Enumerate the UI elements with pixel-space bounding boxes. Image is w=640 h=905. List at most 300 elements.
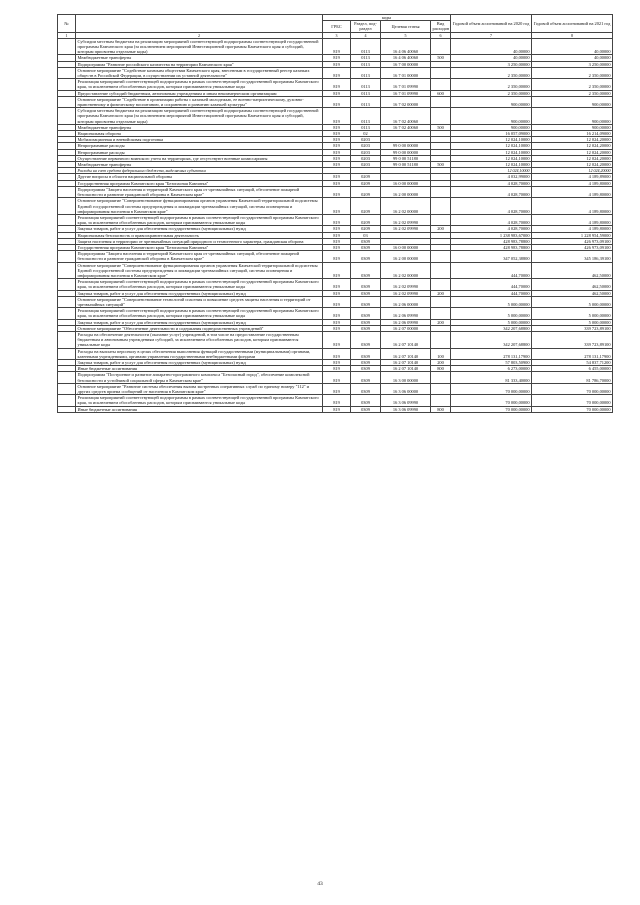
col-number: 3: [323, 32, 351, 38]
cell-grbs: 819: [323, 359, 351, 365]
cell-number: [58, 406, 76, 412]
cell-amount-2021: 40,00000: [532, 38, 613, 55]
cell-amount-2020: 428 983,78800: [451, 244, 532, 250]
cell-celevaya: 16 2 07 10140: [381, 331, 431, 348]
cell-celevaya: 16 3 06 00000: [381, 383, 431, 394]
table-row: [58, 308, 613, 319]
cell-celevaya: 16 7 00 00000: [381, 61, 431, 67]
cell-razdel: 0113: [351, 108, 381, 125]
cell-amount-2020: 4 028,70000: [451, 198, 532, 215]
cell-name: Государственная программа Камчатского края "Безопасная Камчатка": [76, 244, 323, 250]
cell-vid: [431, 67, 451, 78]
cell-celevaya: 16 2 02 09990: [381, 279, 431, 290]
cell-name: Иные бюджетные ассигнования: [76, 366, 323, 372]
cell-celevaya: 16 3 00 00000: [381, 372, 431, 383]
cell-vid: [431, 198, 451, 215]
cell-amount-2020: 444,70000: [451, 262, 532, 279]
cell-name: Осуществление первичного воинского учета на территориях, где отсутствуют военные комиссариаты: [76, 155, 323, 161]
cell-razdel: 0309: [351, 238, 381, 244]
cell-vid: [431, 296, 451, 307]
budget-table: [57, 14, 613, 413]
table-row: [58, 296, 613, 307]
cell-grbs: 819: [323, 96, 351, 107]
cell-celevaya: 16 0 00 00000: [381, 180, 431, 186]
cell-amount-2020: 57 803,50900: [451, 359, 532, 365]
cell-name: Мобилизационная и вневойсковая подготовка: [76, 137, 323, 143]
cell-number: [58, 383, 76, 394]
cell-grbs: 819: [323, 383, 351, 394]
cell-amount-2021: 12 024,20000: [532, 168, 613, 174]
cell-amount-2020: 278 131,17900: [451, 348, 532, 359]
cell-amount-2020: 2 350,00000: [451, 79, 532, 90]
cell-name: Другие вопросы в области национальной обороны: [76, 174, 323, 180]
table-row: [58, 198, 613, 215]
cell-grbs: 819: [323, 38, 351, 55]
cell-grbs: 819: [323, 155, 351, 161]
table-row: [58, 348, 613, 359]
cell-amount-2021: 12 024,20000: [532, 149, 613, 155]
cell-amount-2021: 900,00000: [532, 108, 613, 125]
cell-amount-2020: 5 000,00000: [451, 296, 532, 307]
table-row: [58, 319, 613, 325]
cell-celevaya: 16 2 07 10140: [381, 366, 431, 372]
cell-grbs: 819: [323, 137, 351, 143]
cell-amount-2020: 6 273,00000: [451, 366, 532, 372]
cell-amount-2021: 70 000,00000: [532, 383, 613, 394]
col-number: 7: [451, 32, 532, 38]
cell-name: Государственная программа Камчатского края "Безопасная Камчатка": [76, 180, 323, 186]
cell-number: [58, 308, 76, 319]
table-row: [58, 38, 613, 55]
cell-vid: [431, 395, 451, 406]
cell-name: Основное мероприятие "Обеспечение деятельности и содержания подведомственных учреждений": [76, 325, 323, 331]
table-body: [58, 38, 613, 412]
cell-number: [58, 279, 76, 290]
cell-vid: 800: [431, 406, 451, 412]
cell-name: Межбюджетные трансферты: [76, 162, 323, 168]
table-row: [58, 325, 613, 331]
cell-grbs: 819: [323, 214, 351, 225]
cell-name: Закупка товаров, работ и услуг для обеспечения государственных (муниципальных) нужд: [76, 359, 323, 365]
cell-razdel: 0203: [351, 162, 381, 168]
cell-number: [58, 348, 76, 359]
cell-amount-2020: 12 024,10000: [451, 168, 532, 174]
cell-razdel: 0203: [351, 137, 381, 143]
cell-razdel: 0309: [351, 383, 381, 394]
cell-amount-2021: 81 786,70000: [532, 372, 613, 383]
cell-number: [58, 262, 76, 279]
cell-razdel: 0113: [351, 61, 381, 67]
cell-razdel: 0309: [351, 279, 381, 290]
cell-amount-2021: 462,50000: [532, 262, 613, 279]
cell-razdel: 0113: [351, 124, 381, 130]
cell-razdel: 0203: [351, 143, 381, 149]
table-row: [58, 174, 613, 180]
header-codes: коды: [323, 15, 451, 21]
cell-amount-2020: 16 057,09000: [451, 131, 532, 137]
table-row: [58, 383, 613, 394]
cell-name: Закупка товаров, работ и услуг для обеспечения государственных (муниципальных) нужд: [76, 226, 323, 232]
cell-celevaya: 16 7 01 09990: [381, 90, 431, 96]
cell-grbs: 819: [323, 186, 351, 197]
cell-number: [58, 38, 76, 55]
cell-celevaya: 16 0 00 00000: [381, 244, 431, 250]
cell-amount-2021: 70 000,00000: [532, 395, 613, 406]
cell-vid: 200: [431, 226, 451, 232]
cell-amount-2020: 4 028,70000: [451, 226, 532, 232]
cell-amount-2021: 4 189,80000: [532, 226, 613, 232]
cell-razdel: 0309: [351, 296, 381, 307]
cell-vid: [431, 251, 451, 262]
cell-amount-2021: 2 350,00000: [532, 79, 613, 90]
table-row: [58, 372, 613, 383]
cell-razdel: 0209: [351, 214, 381, 225]
col-number: 2: [76, 32, 323, 38]
cell-amount-2020: 900,00000: [451, 124, 532, 130]
cell-razdel: 0309: [351, 331, 381, 348]
cell-razdel: 0209: [351, 180, 381, 186]
cell-amount-2020: 900,00000: [451, 96, 532, 107]
cell-vid: 200: [431, 319, 451, 325]
cell-amount-2020: 70 000,00000: [451, 406, 532, 412]
cell-amount-2020: 4 028,70000: [451, 214, 532, 225]
cell-vid: [431, 262, 451, 279]
cell-razdel: 0309: [351, 348, 381, 359]
cell-name: Основное мероприятие "Совершенствование функционирования органов управления Камчатской территориальной подсистемы Единой государственной системы предупреждения и ликвидации чрезвычайных ситуаций, системы оповещения и информирования населения в Камчатском крае": [76, 262, 323, 279]
cell-razdel: 0309: [351, 395, 381, 406]
cell-name: Межбюджетные трансферты: [76, 55, 323, 61]
cell-celevaya: 16 2 06 00000: [381, 296, 431, 307]
cell-vid: [431, 372, 451, 383]
cell-grbs: 819: [323, 162, 351, 168]
cell-razdel: 0309: [351, 372, 381, 383]
cell-grbs: 819: [323, 238, 351, 244]
cell-amount-2021: 54 837,71200: [532, 359, 613, 365]
cell-grbs: 819: [323, 290, 351, 296]
cell-razdel: 0113: [351, 67, 381, 78]
cell-razdel: 0309: [351, 290, 381, 296]
cell-amount-2021: 40,00000: [532, 55, 613, 61]
cell-name: Непрограммные расходы: [76, 143, 323, 149]
cell-grbs: 819: [323, 143, 351, 149]
cell-amount-2020: 4 032,99000: [451, 174, 532, 180]
table-row: [58, 359, 613, 365]
cell-razdel: 0203: [351, 155, 381, 161]
cell-number: [58, 96, 76, 107]
header-no: №: [58, 15, 76, 33]
cell-vid: [431, 186, 451, 197]
table-row: [58, 96, 613, 107]
cell-celevaya: 99 0 00 51180: [381, 162, 431, 168]
cell-celevaya: 16 7 01 09990: [381, 79, 431, 90]
budget-table-sheet: [57, 14, 612, 413]
table-row: [58, 137, 613, 143]
cell-razdel: 0309: [351, 406, 381, 412]
cell-name: Субсидии местным бюджетам на реализацию мероприятий соответствующей подпрограммы соответствующей государственной программы Камчатского края (за исключением мероприятий Инвестиционной программы Камчатского края и субсидий, которым присвоены отдельные коды): [76, 38, 323, 55]
cell-grbs: 819: [323, 108, 351, 125]
cell-name: Основное мероприятие "Развитие системы обеспечения вызова экстренных оперативных служб по единому номеру "112" и других средств приема сообщений от населения в Камчатском крае": [76, 383, 323, 394]
cell-amount-2021: 278 131,17900: [532, 348, 613, 359]
cell-amount-2021: 6 455,00000: [532, 366, 613, 372]
cell-amount-2021: 4 189,89000: [532, 174, 613, 180]
cell-grbs: 819: [323, 67, 351, 78]
header-2021: Годовой объем ассигнований на 2021 год: [532, 15, 613, 33]
cell-name: Закупка товаров, работ и услуг для обеспечения государственных (муниципальных) нужд: [76, 290, 323, 296]
cell-amount-2020: 5 000,00000: [451, 308, 532, 319]
table-row: [58, 244, 613, 250]
cell-vid: 600: [431, 90, 451, 96]
table-row: [58, 67, 613, 78]
cell-grbs: 819: [323, 366, 351, 372]
table-row: [58, 61, 613, 67]
header-2020: Годовой объем ассигнований на 2020 год: [451, 15, 532, 33]
cell-amount-2020: 12 024,10000: [451, 149, 532, 155]
table-row: [58, 186, 613, 197]
cell-razdel: 0209: [351, 226, 381, 232]
cell-name: Основное мероприятие "Содействие казачьим обществам Камчатского края, внесенным в государственный реестр казачьих обществ в Российской Федерации, в осуществлении их уставной деятельности": [76, 67, 323, 78]
header-grbs: ГРБС: [323, 21, 351, 32]
cell-amount-2020: 342 207,68800: [451, 331, 532, 348]
header-vid: Вид расходов: [432, 21, 450, 32]
cell-amount-2020: 428 983,78800: [451, 238, 532, 244]
cell-celevaya: 16 2 02 00000: [381, 262, 431, 279]
cell-amount-2020: 3 250,00000: [451, 61, 532, 67]
cell-number: [58, 198, 76, 215]
cell-razdel: 03: [351, 232, 381, 238]
cell-amount-2021: 345 186,39100: [532, 251, 613, 262]
cell-celevaya: 16 2 07 10140: [381, 359, 431, 365]
cell-amount-2021: 426 973,09100: [532, 238, 613, 244]
cell-name: Предоставление субсидий бюджетным, автономным учреждениям и иным некоммерческим организациям: [76, 90, 323, 96]
cell-celevaya: 16 4 06 40060: [381, 38, 431, 55]
cell-name: Реализация мероприятий соответствующей подпрограммы в рамках соответствующей государственной программы Камчатского края, за исключением обособленных расходов, которым присваиваются уникальные коды: [76, 214, 323, 225]
table-row: [58, 108, 613, 125]
cell-razdel: 0309: [351, 308, 381, 319]
cell-amount-2020: 70 000,00000: [451, 395, 532, 406]
cell-razdel: 0113: [351, 90, 381, 96]
cell-vid: [431, 383, 451, 394]
cell-name: Подпрограмма "Построение и развитие аппаратно-программного комплекса "Безопасный город", обеспечение комплексной безопасности и устойчивой социальной сферы в Камчатском крае": [76, 372, 323, 383]
table-row: [58, 226, 613, 232]
cell-vid: [431, 214, 451, 225]
cell-name: Реализация мероприятий соответствующей подпрограммы в рамках соответствующей государственной программы Камчатского края, за исключением обособленных расходов, которым присваиваются уникальные коды: [76, 279, 323, 290]
cell-name: Иные бюджетные ассигнования: [76, 406, 323, 412]
cell-razdel: 0309: [351, 244, 381, 250]
cell-name: Подпрограмма "Защита населения и территорий Камчатского края от чрезвычайных ситуаций, обеспечение пожарной безопасности и развитие гражданской обороны в Камчатском крае": [76, 251, 323, 262]
cell-amount-2021: 3 250,00000: [532, 61, 613, 67]
cell-celevaya: 99 0 00 00000: [381, 149, 431, 155]
table-row: [58, 290, 613, 296]
cell-amount-2020: 4 028,70000: [451, 186, 532, 197]
cell-celevaya: 16 7 02 00000: [381, 96, 431, 107]
cell-grbs: 819: [323, 226, 351, 232]
page-number: 43: [317, 881, 323, 887]
cell-razdel: 0113: [351, 55, 381, 61]
cell-celevaya: 16 2 00 00000: [381, 186, 431, 197]
cell-celevaya: 16 7 02 40060: [381, 108, 431, 125]
cell-grbs: 819: [323, 331, 351, 348]
cell-vid: 500: [431, 55, 451, 61]
cell-amount-2021: 4 189,80000: [532, 214, 613, 225]
table-row: [58, 331, 613, 348]
cell-amount-2020: 900,00000: [451, 108, 532, 125]
cell-amount-2020: 2 350,00000: [451, 90, 532, 96]
col-number: 6: [431, 32, 451, 38]
cell-celevaya: 16 2 02 09990: [381, 214, 431, 225]
cell-celevaya: 16 2 02 09990: [381, 290, 431, 296]
table-row: [58, 279, 613, 290]
cell-grbs: 819: [323, 308, 351, 319]
cell-vid: 200: [431, 290, 451, 296]
cell-name: Национальная оборона: [76, 131, 323, 137]
cell-grbs: 819: [323, 251, 351, 262]
cell-amount-2021: 4 189,80000: [532, 180, 613, 186]
table-row: [58, 79, 613, 90]
cell-grbs: 819: [323, 372, 351, 383]
cell-name: Основное мероприятие "Совершенствование функционирования органов управления Камчатской территориальной подсистемы Единой государственной системы предупреждения и ликвидации чрезвычайных ситуаций, системы оповещения и информирования населения в Камчатском крае": [76, 198, 323, 215]
cell-amount-2021: 12 024,20000: [532, 137, 613, 143]
cell-celevaya: 16 2 00 00000: [381, 251, 431, 262]
cell-number: [58, 296, 76, 307]
cell-amount-2021: 2 350,00000: [532, 67, 613, 78]
cell-razdel: 0309: [351, 325, 381, 331]
cell-razdel: 0209: [351, 174, 381, 180]
cell-amount-2021: 339 723,89100: [532, 331, 613, 348]
table-row: [58, 251, 613, 262]
cell-vid: 500: [431, 124, 451, 130]
cell-vid: 100: [431, 348, 451, 359]
header-razdel: Раздел, под-раздел: [351, 21, 381, 32]
table-row: [58, 238, 613, 244]
cell-celevaya: 16 2 07 00000: [381, 325, 431, 331]
cell-name: Расходы на счет средств федерального бюджета, выделяемых субъектам: [76, 168, 323, 174]
cell-amount-2021: 900,00000: [532, 124, 613, 130]
cell-amount-2021: 5 000,00000: [532, 296, 613, 307]
cell-grbs: 819: [323, 90, 351, 96]
table-row: [58, 395, 613, 406]
cell-celevaya: 16 3 06 09990: [381, 406, 431, 412]
cell-amount-2020: 70 000,00000: [451, 383, 532, 394]
cell-amount-2021: 5 000,00000: [532, 319, 613, 325]
cell-amount-2021: 339 723,89100: [532, 325, 613, 331]
cell-grbs: 819: [323, 124, 351, 130]
cell-amount-2020: 342 207,68800: [451, 325, 532, 331]
cell-grbs: 819: [323, 61, 351, 67]
cell-grbs: 819: [323, 395, 351, 406]
cell-amount-2021: 4 189,80000: [532, 186, 613, 197]
cell-amount-2021: 5 000,00000: [532, 308, 613, 319]
cell-name: Расходы на обеспечение деятельности (оказание услуг) учреждений, в том числе на предоставление государственным бюджетным и автономным учреждениям субсидий, за исключением обособленных расходов, которым присваиваются уникальные коды: [76, 331, 323, 348]
cell-amount-2020: 12 024,10000: [451, 137, 532, 143]
cell-amount-2021: 426 973,09100: [532, 244, 613, 250]
cell-name: Основное мероприятие "Совершенствование технологий спасения и повышение средств защиты населения и территорий от чрезвычайных ситуаций": [76, 296, 323, 307]
cell-grbs: 819: [323, 55, 351, 61]
cell-name: Подпрограмма "Развитие российского казачества на территории Камчатского края": [76, 61, 323, 67]
cell-grbs: 819: [323, 325, 351, 331]
cell-razdel: 0309: [351, 366, 381, 372]
cell-amount-2021: 12 024,20000: [532, 155, 613, 161]
cell-grbs: 819: [323, 232, 351, 238]
cell-amount-2020: 347 052,38800: [451, 251, 532, 262]
cell-amount-2020: 1 238 983,67000: [451, 232, 532, 238]
cell-number: [58, 186, 76, 197]
cell-name: Расходы на выплаты персоналу в целях обеспечения выполнения функций государственными (муниципальными) органами, казенными учреждениями, органами управления государственными внебюджетными фондами: [76, 348, 323, 359]
cell-amount-2021: 70 000,00000: [532, 406, 613, 412]
cell-amount-2021: 16 214,09000: [532, 131, 613, 137]
cell-razdel: 0209: [351, 186, 381, 197]
cell-number: [58, 214, 76, 225]
cell-razdel: 0309: [351, 262, 381, 279]
cell-number: [58, 67, 76, 78]
cell-name: Реализация мероприятий соответствующей подпрограммы в рамках соответствующей государственной программы Камчатского края, за исключением обособленных расходов, которым присваиваются уникальные коды: [76, 308, 323, 319]
cell-name: Закупка товаров, работ и услуг для обеспечения государственных (муниципальных) нужд: [76, 319, 323, 325]
cell-grbs: 819: [323, 279, 351, 290]
col-number: 8: [532, 32, 613, 38]
table-row: [58, 262, 613, 279]
cell-razdel: 0113: [351, 96, 381, 107]
cell-number: [58, 331, 76, 348]
cell-grbs: 819: [323, 406, 351, 412]
cell-grbs: 819: [323, 149, 351, 155]
cell-grbs: 819: [323, 198, 351, 215]
cell-vid: [431, 279, 451, 290]
header-name: [76, 15, 323, 33]
cell-razdel: 0209: [351, 198, 381, 215]
header-celevaya: Целевая статья: [381, 21, 431, 32]
cell-grbs: 819: [323, 348, 351, 359]
cell-vid: [431, 308, 451, 319]
table-row: [58, 232, 613, 238]
cell-razdel: 0113: [351, 79, 381, 90]
cell-celevaya: 16 2 02 09990: [381, 226, 431, 232]
cell-amount-2021: 462,50000: [532, 290, 613, 296]
cell-vid: [431, 96, 451, 107]
cell-name: Непрограммные расходы: [76, 149, 323, 155]
cell-amount-2020: 2 350,00000: [451, 67, 532, 78]
table-row: [58, 90, 613, 96]
cell-celevaya: 16 7 02 40060: [381, 124, 431, 130]
cell-razdel: 0309: [351, 319, 381, 325]
cell-celevaya: 16 2 06 09990: [381, 319, 431, 325]
cell-razdel: 02: [351, 131, 381, 137]
cell-number: [58, 372, 76, 383]
cell-name: Субсидии местным бюджетам на реализацию мероприятий соответствующей подпрограммы соответствующей государственной программы Камчатского края (за исключением мероприятий Инвестиционной программы Камчатского края и субсидий, которым присвоены отдельные коды): [76, 108, 323, 125]
cell-name: Реализация мероприятий соответствующей подпрограммы в рамках соответствующей государственной программы Камчатского края, за исключением обособленных расходов, которым присваиваются уникальные коды: [76, 395, 323, 406]
cell-amount-2021: 4 189,80000: [532, 198, 613, 215]
table-row: [58, 155, 613, 161]
cell-amount-2021: 2 350,00000: [532, 90, 613, 96]
cell-razdel: 0203: [351, 149, 381, 155]
cell-celevaya: 99 0 00 51180: [381, 155, 431, 161]
cell-amount-2020: 5 000,00000: [451, 319, 532, 325]
cell-name: Национальная безопасность и правоохранительная деятельность: [76, 232, 323, 238]
cell-vid: 500: [431, 162, 451, 168]
cell-amount-2020: 81 333,40000: [451, 372, 532, 383]
cell-amount-2021: 900,00000: [532, 96, 613, 107]
cell-grbs: 819: [323, 131, 351, 137]
cell-amount-2020: 444,70000: [451, 290, 532, 296]
cell-number: [58, 108, 76, 125]
cell-amount-2020: 12 024,10000: [451, 155, 532, 161]
cell-grbs: 819: [323, 174, 351, 180]
cell-celevaya: 16 2 06 09990: [381, 308, 431, 319]
cell-amount-2020: 12 024,10000: [451, 162, 532, 168]
cell-vid: [431, 79, 451, 90]
cell-amount-2021: 1 228 954,59000: [532, 232, 613, 238]
cell-razdel: 0113: [351, 38, 381, 55]
cell-number: [58, 79, 76, 90]
cell-number: [58, 395, 76, 406]
